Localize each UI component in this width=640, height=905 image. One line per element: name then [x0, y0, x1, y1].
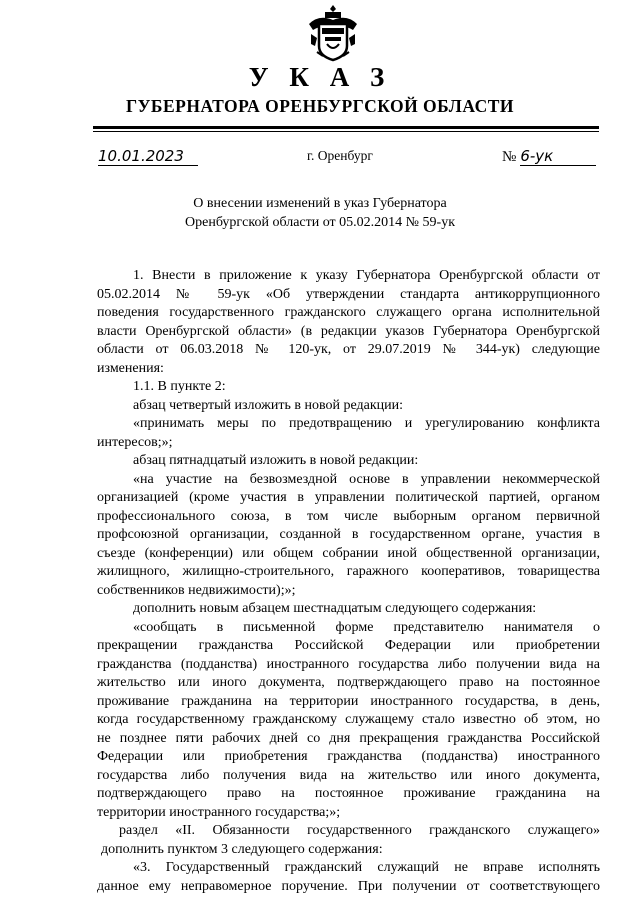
body-line: области от 06.03.2018 № 120-ук, от 29.07.2019 № 344-ук) следующие	[97, 342, 600, 357]
body-line: данное ему неправомерное поручение. При получении от соответствующего	[97, 878, 600, 894]
document-date: 10.01.2023	[98, 147, 198, 166]
document-city: г. Оренбург	[307, 148, 373, 163]
document-body	[97, 267, 600, 896]
subject-line: Оренбургской области от 05.02.2014 № 59-ук	[185, 215, 455, 230]
body-line: собственников недвижимости);»;	[97, 582, 296, 598]
header-rule	[93, 126, 599, 129]
body-line: «сообщать в письменной форме представителю нанимателя о	[133, 619, 600, 635]
body-line: 05.02.2014 № 59-ук «Об утверждении стандарта антикоррупционного	[97, 286, 600, 302]
body-line: подтверждающего право на постоянное проживание гражданина на	[97, 786, 600, 801]
body-line: государства либо получения вида на жительство или иного документа,	[97, 767, 600, 783]
document-number	[502, 147, 596, 166]
body-line: абзац четвертый изложить в новой редакции:	[133, 397, 403, 413]
body-line: изменения:	[97, 360, 164, 376]
document-title: У К А З	[248, 62, 392, 92]
body-line: профсоюзной организации, созданной в государственном органе, участия в	[97, 527, 600, 542]
body-line: 1.1. В пункте 2:	[133, 379, 226, 394]
body-line: поведения государственного гражданского служащего органа исполнительной	[97, 305, 600, 320]
body-line: съезде (конференции) или общем собрании иной общественной организации,	[97, 545, 600, 561]
body-line: интересов;»;	[97, 434, 173, 450]
subject-line: О внесении изменений в указ Губернатора	[193, 196, 447, 211]
body-line: Федерации или приобретения гражданства (подданства) иностранного	[97, 749, 600, 764]
body-line: жилищного, жилищно-строительного, гаражного кооперативов, товарищества	[97, 564, 600, 579]
body-line: когда государственному гражданскому служащему стало известно об этом, но	[97, 712, 600, 727]
body-line: не позднее пяти рабочих дней со дня прекращения гражданства Российской	[97, 730, 600, 746]
body-line: «на участие на безвозмездной основе в управлении некоммерческой	[133, 471, 600, 487]
document-subject	[0, 194, 640, 232]
body-line: гражданства (подданства) иностранного государства либо получении вида на	[97, 656, 600, 672]
body-line: власти Оренбургской области» (в редакции указов Губернатора Оренбургской	[97, 323, 600, 339]
issuer-title: ГУБЕРНАТОРА ОРЕНБУРГСКОЙ ОБЛАСТИ	[125, 96, 515, 116]
body-line: прекращении гражданства Российской Федерации или приобретении	[97, 638, 600, 653]
header-rule-thin	[93, 131, 599, 132]
body-line: организацией (кроме участия в управлении политической партией, органом	[97, 490, 600, 505]
body-line: проживание гражданина на территории иностранного государства, в день,	[97, 693, 600, 709]
number-label: №	[502, 149, 517, 165]
coat-of-arms-icon	[303, 4, 363, 62]
body-line: территории иностранного государства;»;	[97, 804, 341, 820]
body-line: профессионального союза, в том числе выборным органом первичной	[97, 508, 600, 524]
body-line: абзац пятнадцатый изложить в новой редакции:	[133, 453, 419, 468]
body-line: «принимать меры по предотвращению и урегулированию конфликта	[133, 416, 600, 431]
body-line: 1. Внести в приложение к указу Губернатора Оренбургской области от	[133, 268, 600, 283]
body-line: «3. Государственный гражданский служащий не вправе исполнять	[133, 860, 600, 875]
body-line: раздел «II. Обязанности государственного гражданского служащего»	[119, 823, 600, 838]
body-line: дополнить пунктом 3 следующего содержания:	[101, 841, 383, 857]
number-value: 6-ук	[520, 147, 596, 166]
body-line: жительство или иного документа, подтверждающего право на постоянное	[97, 675, 600, 690]
body-line: дополнить новым абзацем шестнадцатым следующего содержания:	[133, 601, 537, 616]
